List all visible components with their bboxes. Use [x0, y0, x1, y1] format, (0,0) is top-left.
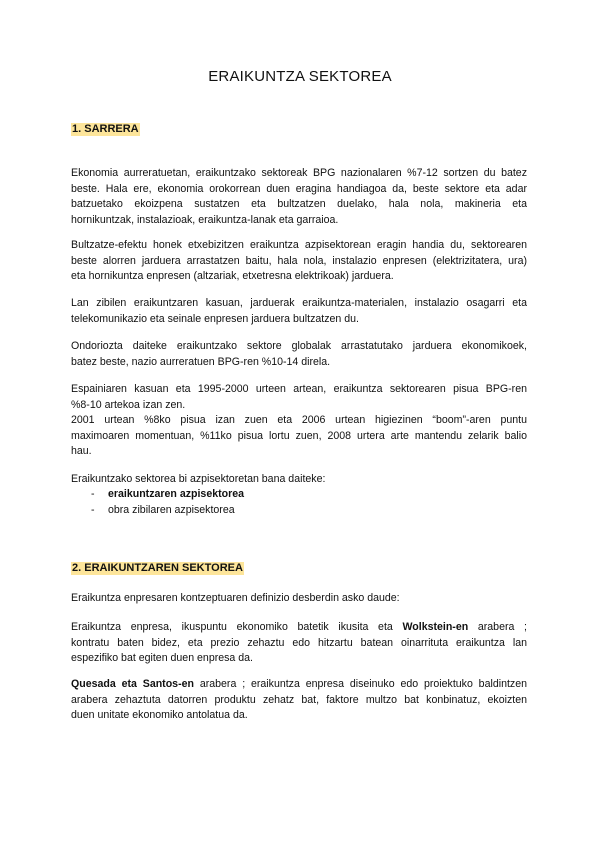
paragraph-line: maximoaren momentuan, %11ko pisua lortu zuen, 2008 urtera arte mantendu zelarik balio	[71, 429, 527, 442]
paragraph-line: 2001 urtean %8ko pisua izan zuen eta 2006 urtean higiezinen “boom”-aren puntu	[71, 414, 527, 426]
paragraph-line: Ondorioztа daiteke eraikuntzako sektore globalak arrastatutako jarduera ekonomikoek,	[71, 340, 527, 352]
author-name: Quesada eta Santos-en	[71, 678, 194, 690]
paragraph-line: Bultzatze-efektu honek etxebizitzen eraikuntza azpisektorean eragin handia du, sektorearen	[71, 239, 527, 251]
paragraph-line: eta hornikuntza enpresen (altzariak, etxetresna elektrikoak) jarduera.	[71, 270, 394, 282]
subsector-list	[71, 487, 527, 518]
bullet-dash: -	[91, 503, 95, 516]
author-name: Wolkstein-en	[402, 621, 469, 633]
paragraph-line: kontratu baten bidez, eta prezio zehaztu edo hitzartu batean oinarrituta eraikuntza lan	[71, 636, 527, 649]
section-heading-sarrera: 1. SARRERA	[72, 123, 139, 135]
paragraph-line: batzuetako ekoizpena sustatzen eta bultzatzen duelako, hala nola, makineria eta	[71, 198, 527, 210]
paragraph-7	[71, 591, 527, 607]
document-title: ERAIKUNTZA SEKTOREA	[208, 68, 392, 85]
list-item-text: eraikuntzaren azpisektorea	[108, 488, 245, 500]
paragraph-9	[71, 677, 527, 724]
paragraph-line: beste alorren jarduera arrastatzen baitu, hala nola, instalazio enpresen (elektrizitatera, ura)	[71, 254, 527, 267]
paragraph-line: Espainiaren kasuan eta 1995-2000 urteen artean, eraikuntza sektorearen pisua BPG-ren	[71, 383, 527, 395]
paragraph-line: beste. Hala ere, ekonomia orokorrean duen eragina handiagoa da, beste sektore eta adar	[71, 182, 527, 195]
paragraph-2	[71, 238, 527, 285]
paragraph-line: arabera zehaztuta datorren produktu zehatz bat, faktore multzo bat konbinatuz, ekoizten	[71, 693, 527, 706]
paragraph-line: hau.	[71, 445, 92, 457]
paragraph-1	[71, 166, 527, 228]
paragraph-line: hornikuntzak, instalazioak, eraikuntza-lanak eta garraioa.	[71, 213, 339, 226]
text-run: arabera ;	[477, 621, 527, 633]
list-item	[71, 487, 527, 503]
text-run: arabera ; eraikuntza enpresa diseinuko edo proiektuko baldintzen	[199, 678, 527, 690]
paragraph-line: Eraikuntzako sektorea bi azpisektoretan bana daiteke:	[71, 473, 326, 485]
paragraph-line: batez beste, nazio aurreratuen BPG-ren %10-14 direla.	[71, 355, 331, 368]
section-heading-eraikuntzaren-sektorea: 2. ERAIKUNTZAREN SEKTOREA	[72, 562, 243, 574]
list-item	[71, 503, 527, 519]
bullet-dash: -	[91, 488, 95, 500]
paragraph-line: duen unitate ekonomiko antolatua da.	[71, 709, 248, 721]
list-item-text: obra zibilaren azpisektorea	[108, 503, 235, 516]
paragraph-5	[71, 382, 527, 460]
paragraph-line: telekomunikazio eta seinale enpresen jarduera bultzatzen du.	[71, 312, 359, 325]
paragraph-8	[71, 620, 527, 667]
paragraph-line	[71, 677, 527, 693]
text-run: Eraikuntza enpresa, ikuspuntu ekonomiko batetik ikusita eta	[71, 621, 393, 633]
paragraph-line: espezifiko bat egiten duen enpresa da.	[71, 652, 253, 664]
paragraph-line: Lan zibilen eraikuntzaren kasuan, jarduerak eraikuntza-materialen, instalazio osagarri eta	[71, 297, 527, 309]
paragraph-line: Ekonomia aurreratuetan, eraikuntzako sektoreak BPG nazionalaren %7-12 sortzen du batez	[71, 167, 527, 179]
paragraph-line: Eraikuntza enpresaren kontzeptuaren definizio desberdin asko daude:	[71, 592, 400, 604]
paragraph-line	[71, 620, 527, 636]
paragraph-4	[71, 339, 527, 370]
paragraph-3	[71, 296, 527, 327]
paragraph-6	[71, 472, 527, 488]
paragraph-line: %8-10 artekoa izan zen.	[71, 398, 186, 411]
